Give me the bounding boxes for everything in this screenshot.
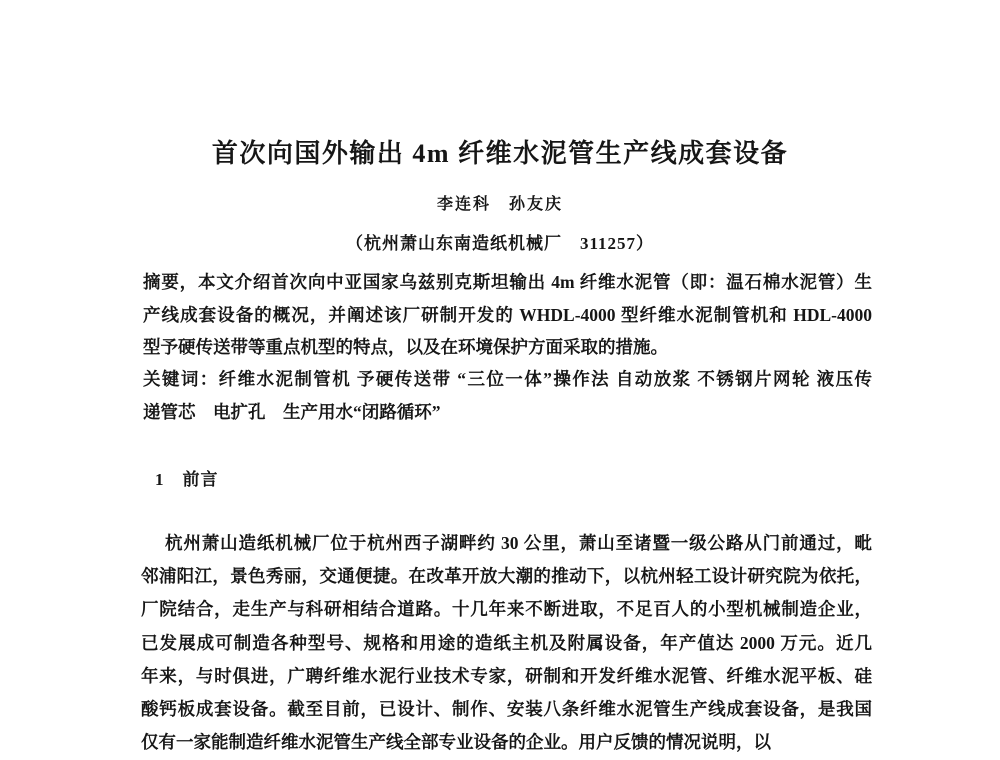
body-line: 仅有一家能制造纤维水泥管生产线全部专业设备的企业。用户反馈的情况说明，以 bbox=[141, 732, 771, 753]
section-heading-foreword: 1 前言 bbox=[155, 470, 219, 489]
keywords-line: 递管芯 电扩孔 生产用水“闭路循环” bbox=[143, 402, 441, 422]
abstract-line: 产线成套设备的概况，并阐述该厂研制开发的 WHDL-4000 型纤维水泥制管机和 HDL-4000 bbox=[143, 304, 872, 325]
abstract-section bbox=[143, 266, 872, 364]
body-paragraph bbox=[141, 527, 872, 759]
body-line: 年来，与时俱进，广聘纤维水泥行业技术专家，研制和开发纤维水泥管、纤维水泥平板、硅 bbox=[141, 665, 872, 686]
paper-title: 首次向国外输出 4m 纤维水泥管生产线成套设备 bbox=[211, 139, 789, 168]
abstract-line: 摘要，本文介绍首次向中亚国家乌兹别克斯坦输出 4m 纤维水泥管（即：温石棉水泥管）生 bbox=[143, 272, 872, 292]
paper-affiliation: （杭州萧山东南造纸机械厂 311257） bbox=[345, 234, 655, 253]
body-line: 厂院结合，走生产与科研相结合道路。十几年来不断进取，不足百人的小型机械制造企业， bbox=[141, 599, 872, 620]
abstract-line: 型予硬传送带等重点机型的特点，以及在环境保护方面采取的措施。 bbox=[143, 337, 668, 358]
body-line: 杭州萧山造纸机械厂位于杭州西子湖畔约 30 公里，萧山至诸暨一级公路从门前通过，毗 bbox=[165, 533, 872, 553]
body-line: 邻浦阳江，景色秀丽，交通便捷。在改革开放大潮的推动下，以杭州轻工设计研究院为依托， bbox=[141, 566, 872, 587]
keywords-line: 关键词：纤维水泥制管机 予硬传送带 “三位一体”操作法 自动放浆 不锈钢片网轮 液压传 bbox=[143, 369, 872, 389]
body-line: 已发展成可制造各种型号、规格和用途的造纸主机及附属设备，年产值达 2000 万元。近几 bbox=[141, 632, 872, 653]
keywords-section bbox=[143, 363, 872, 429]
body-line: 酸钙板成套设备。截至目前，已设计、制作、安装八条纤维水泥管生产线成套设备，是我国 bbox=[141, 699, 872, 720]
paper-authors: 李连科 孙友庆 bbox=[436, 196, 563, 213]
